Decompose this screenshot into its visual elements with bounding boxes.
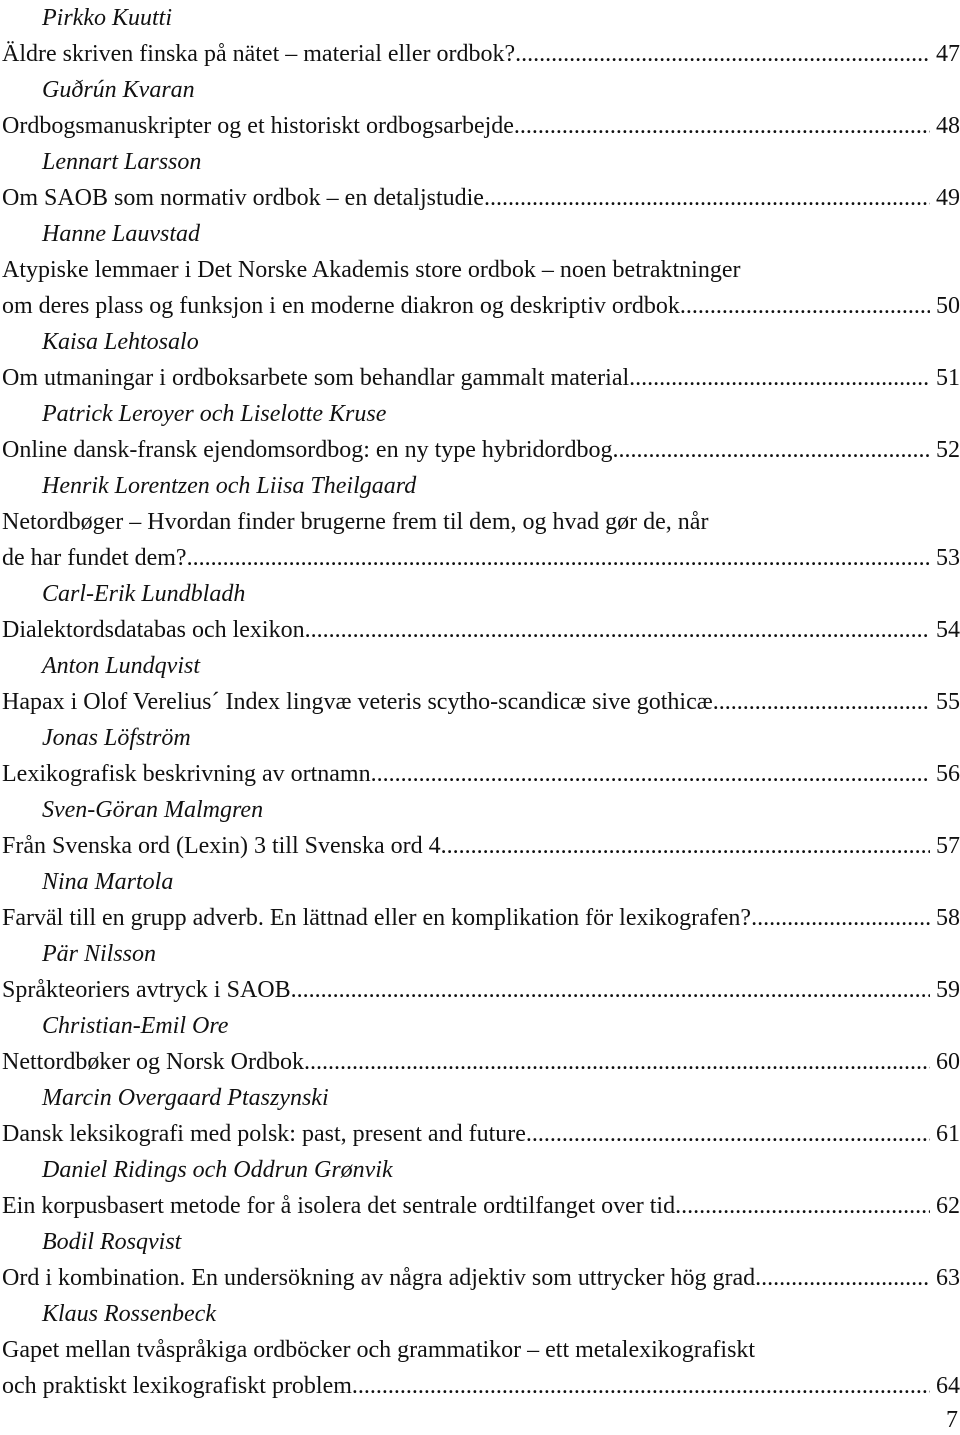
dot-leader <box>751 900 930 936</box>
toc-page-number: 56 <box>936 761 960 787</box>
toc-page-number: 47 <box>936 41 960 67</box>
toc-author: Guðrún Kvaran <box>42 77 195 103</box>
toc-title: Från Svenska ord (Lexin) 3 till Svenska ord 4 <box>2 833 441 859</box>
toc-title-line-with-page <box>2 900 960 936</box>
toc-page-number: 57 <box>936 833 960 859</box>
toc-title: Nettordbøker og Norsk Ordbok <box>2 1049 304 1075</box>
toc-page-number: 64 <box>936 1373 960 1399</box>
dot-leader <box>291 972 930 1008</box>
dot-leader <box>484 180 930 216</box>
dot-leader <box>713 684 930 720</box>
toc-entry <box>2 864 960 936</box>
toc-author: Lennart Larsson <box>42 149 202 175</box>
toc-page-number: 60 <box>936 1049 960 1075</box>
toc-title-line: Netordbøger – Hvordan finder brugerne frem til dem, og hvad gør de, når <box>2 509 709 535</box>
toc-title: Online dansk-fransk ejendomsordbog: en ny type hybridordbog <box>2 437 613 463</box>
toc-title-line-with-page <box>2 1260 960 1296</box>
toc-page-number: 54 <box>936 617 960 643</box>
dot-leader <box>613 432 930 468</box>
toc-title-line-with-page <box>2 540 960 576</box>
toc-page-number: 55 <box>936 689 960 715</box>
toc-title: om deres plass og funksjon i en moderne diakron og deskriptiv ordbok <box>2 293 680 319</box>
toc-entry <box>2 396 960 468</box>
toc-title-line-with-page <box>2 432 960 468</box>
toc-title: Språkteoriers avtryck i SAOB <box>2 977 291 1003</box>
toc-author: Henrik Lorentzen och Liisa Theilgaard <box>42 473 417 499</box>
toc-author: Pirkko Kuutti <box>42 5 172 31</box>
toc-title-line-with-page <box>2 972 960 1008</box>
toc-author: Klaus Rossenbeck <box>42 1301 216 1327</box>
toc-author: Marcin Overgaard Ptaszynski <box>42 1085 329 1111</box>
toc-title-line-with-page <box>2 1188 960 1224</box>
toc-entry <box>2 1080 960 1152</box>
toc-title: Ein korpusbasert metode for å isolera det sentrale ordtilfanget over tid <box>2 1193 676 1219</box>
toc-author: Pär Nilsson <box>42 941 157 967</box>
dot-leader <box>526 1116 930 1152</box>
toc-entry <box>2 648 960 720</box>
dot-leader <box>305 612 930 648</box>
toc-title: Ord i kombination. En undersökning av några adjektiv som uttrycker hög grad <box>2 1265 756 1291</box>
toc-author: Daniel Ridings och Oddrun Grønvik <box>42 1157 393 1183</box>
toc-title: Farväl till en grupp adverb. En lättnad eller en komplikation för lexikografen? <box>2 905 752 931</box>
toc-title-line-with-page <box>2 684 960 720</box>
toc-title-line-with-page <box>2 1116 960 1152</box>
toc-entry <box>2 468 960 576</box>
toc-page-number: 51 <box>936 365 960 391</box>
toc-title: Lexikografisk beskrivning av ortnamn <box>2 761 371 787</box>
toc-author: Kaisa Lehtosalo <box>42 329 199 355</box>
toc-title: Ordbogsmanuskripter og et historiskt ordbogsarbejde <box>2 113 514 139</box>
dot-leader <box>352 1368 930 1404</box>
toc-author: Sven-Göran Malmgren <box>42 797 264 823</box>
toc-author: Carl-Erik Lundbladh <box>42 581 246 607</box>
toc-page-number: 63 <box>936 1265 960 1291</box>
toc-title-line-with-page <box>2 288 960 324</box>
toc-entry <box>2 72 960 144</box>
dot-leader <box>441 828 930 864</box>
toc-author: Anton Lundqvist <box>42 653 201 679</box>
toc-entry <box>2 144 960 216</box>
toc-entry <box>2 216 960 324</box>
toc-page-number: 49 <box>936 185 960 211</box>
toc-title-line: Atypiske lemmaer i Det Norske Akademis store ordbok – noen betraktninger <box>2 257 741 283</box>
toc-entry <box>2 576 960 648</box>
toc-author: Jonas Löfström <box>42 725 191 751</box>
toc-entry <box>2 1008 960 1080</box>
toc-title-line-with-page <box>2 1368 960 1404</box>
dot-leader <box>755 1260 930 1296</box>
toc-page-number: 48 <box>936 113 960 139</box>
toc-entry <box>2 1224 960 1296</box>
toc-title-line-with-page <box>2 612 960 648</box>
dot-leader <box>514 108 930 144</box>
toc-title: Hapax i Olof Verelius´ Index lingvæ veteris scytho-scandicæ sive gothicæ <box>2 689 713 715</box>
page-number: 7 <box>946 1407 958 1433</box>
toc-title-line-with-page <box>2 1044 960 1080</box>
toc-page-number: 53 <box>936 545 960 571</box>
toc-entry <box>2 324 960 396</box>
toc-author: Nina Martola <box>42 869 174 895</box>
toc-title: Om SAOB som normativ ordbok – en detaljstudie <box>2 185 484 211</box>
toc-page-number: 61 <box>936 1121 960 1147</box>
toc-entry <box>2 792 960 864</box>
toc-title: de har fundet dem? <box>2 545 187 571</box>
dot-leader <box>680 288 930 324</box>
toc-title-line-with-page <box>2 36 960 72</box>
dot-leader <box>675 1188 930 1224</box>
toc-title: Om utmaningar i ordboksarbete som behandlar gammalt material <box>2 365 630 391</box>
toc-author: Bodil Rosqvist <box>42 1229 182 1255</box>
toc-title-line-with-page <box>2 180 960 216</box>
toc-title: Äldre skriven finska på nätet – material eller ordbok? <box>2 41 516 67</box>
toc-page-number: 52 <box>936 437 960 463</box>
toc-title-line: Gapet mellan tvåspråkiga ordböcker och grammatikor – ett metalexikografiskt <box>2 1337 756 1363</box>
toc-page-number: 50 <box>936 293 960 319</box>
toc-entry <box>2 1152 960 1224</box>
toc-author: Christian-Emil Ore <box>42 1013 229 1039</box>
toc-page-number: 62 <box>936 1193 960 1219</box>
toc-title-line-with-page <box>2 108 960 144</box>
toc-title-line-with-page <box>2 360 960 396</box>
toc-entry <box>2 1296 960 1404</box>
dot-leader <box>515 36 930 72</box>
dot-leader <box>304 1044 930 1080</box>
toc-title-line-with-page <box>2 756 960 792</box>
toc-page-number: 58 <box>936 905 960 931</box>
dot-leader <box>187 540 930 576</box>
toc-title: och praktiskt lexikografiskt problem <box>2 1373 352 1399</box>
toc-entry <box>2 0 960 72</box>
toc-title-line-with-page <box>2 828 960 864</box>
toc-entry <box>2 720 960 792</box>
dot-leader <box>629 360 930 396</box>
toc-author: Patrick Leroyer och Liselotte Kruse <box>42 401 387 427</box>
dot-leader <box>371 756 930 792</box>
toc-author: Hanne Lauvstad <box>42 221 200 247</box>
toc-title: Dialektordsdatabas och lexikon <box>2 617 305 643</box>
table-of-contents <box>2 0 960 1404</box>
toc-title: Dansk leksikografi med polsk: past, present and future <box>2 1121 526 1147</box>
toc-page-number: 59 <box>936 977 960 1003</box>
toc-entry <box>2 936 960 1008</box>
